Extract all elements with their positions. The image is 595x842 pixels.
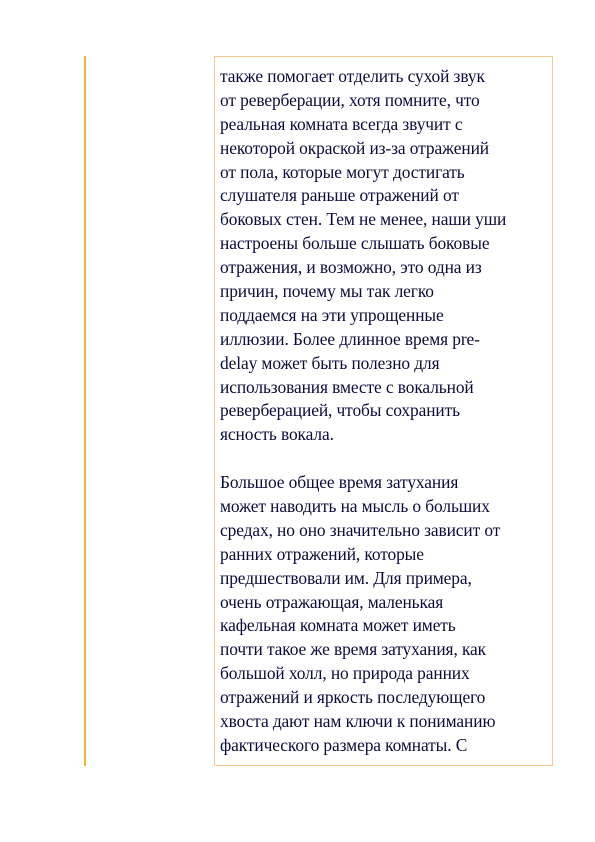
text-line: Большое общее время затухания (220, 472, 459, 493)
text-line: хвоста дают нам ключи к пониманию (220, 711, 496, 732)
text-line: предшествовали им. Для примера, (220, 567, 472, 588)
text-line: отражения, и возможно, это одна из (220, 257, 482, 278)
text-line: от пола, которые могут достигать (220, 161, 465, 182)
text-line: некоторой окраской из-за отражений (220, 137, 489, 158)
text-line: ранних отражений, которые (220, 543, 424, 564)
text-line: слушателя раньше отражений от (220, 185, 459, 206)
paragraph-1 (220, 65, 552, 447)
paragraph-gap (220, 447, 552, 471)
text-line: настроены больше слышать боковые (220, 233, 490, 254)
text-line: поддаемся на эти упрощенные (220, 304, 444, 325)
text-line: почти такое же время затухания, как (220, 639, 487, 660)
text-line: иллюзии. Более длинное время pre- (220, 328, 480, 349)
text-line: также помогает отделить сухой звук (220, 66, 485, 86)
text-line: может наводить на мысль о больших (220, 496, 490, 517)
text-line: кафельная комната может иметь (220, 615, 456, 636)
text-line: использования вместе с вокальной (220, 376, 474, 397)
text-line: реальная комната всегда звучит с (220, 113, 463, 134)
text-line: причин, почему мы так легко (220, 281, 434, 302)
paragraph-2 (220, 471, 552, 758)
text-line: ясность вокала. (220, 424, 334, 445)
text-line: большой холл, но природа ранних (220, 663, 470, 684)
text-frame (214, 56, 553, 766)
text-line: средах, но оно значительно зависит от (220, 519, 501, 540)
text-line: от реверберации, хотя помните, что (220, 89, 480, 110)
margin-rule (84, 56, 86, 766)
text-line: боковых стен. Тем не менее, наши уши (220, 209, 507, 230)
text-line: фактического размера комнаты. С (220, 734, 468, 755)
text-line: реверберацией, чтобы сохранить (220, 400, 460, 421)
text-line: отражений и яркость последующего (220, 687, 486, 708)
text-line: delay может быть полезно для (220, 352, 440, 373)
text-line: очень отражающая, маленькая (220, 591, 444, 612)
body-text (220, 65, 552, 758)
